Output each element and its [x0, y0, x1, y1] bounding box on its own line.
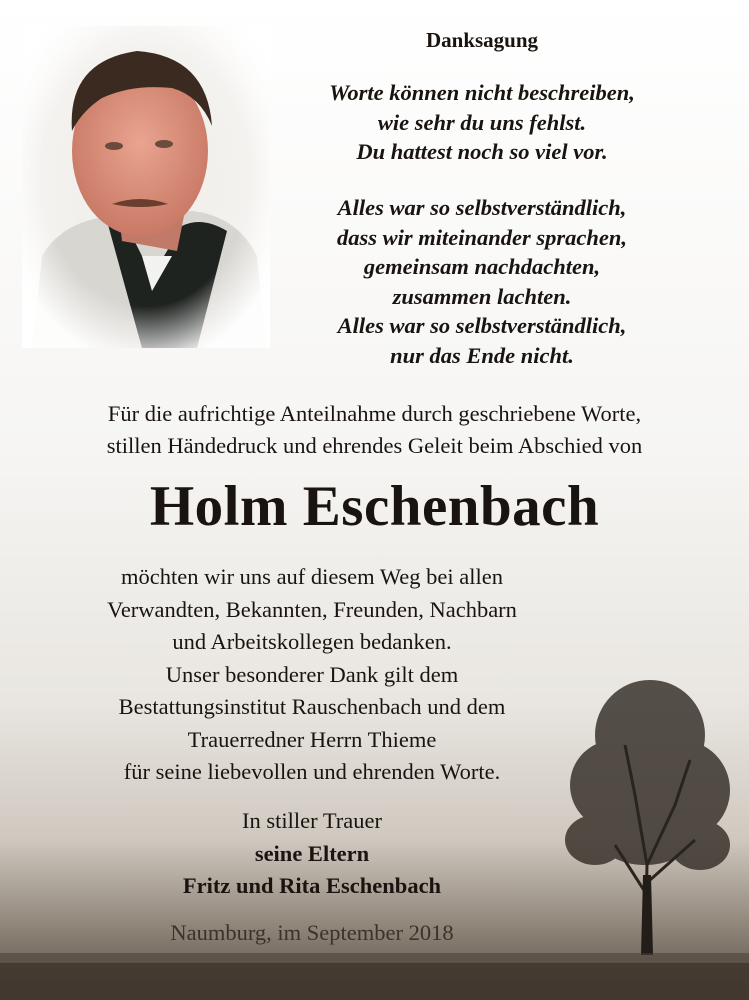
- intro-line: Für die aufrichtige Anteilnahme durch geschriebene Worte,: [107, 401, 642, 426]
- body-line: Unser besonderer Dank gilt dem: [165, 661, 459, 687]
- poem-line: Alles war so selbstverständlich,: [337, 313, 627, 338]
- poem-line: Alles war so selbstverständlich,: [337, 195, 627, 220]
- poem-line: wie sehr du uns fehlst.: [377, 109, 587, 135]
- body-line: Verwandten, Bekannten, Freunden, Nachbarn: [107, 596, 517, 622]
- poem-line: zusammen lachten.: [392, 283, 572, 309]
- body-line: möchten wir uns auf diesem Weg bei allen: [120, 564, 504, 589]
- body-line: für seine liebevollen und ehrenden Worte.: [123, 759, 501, 784]
- intro-line: stillen Händedruck und ehrendes Geleit beim Abschied von: [106, 433, 643, 458]
- signature-block: [0, 805, 624, 903]
- poem-line: nur das Ende nicht.: [390, 342, 574, 368]
- signature-names: Fritz und Rita Eschenbach: [182, 873, 442, 898]
- body-text: [0, 561, 624, 789]
- body-line: und Arbeitskollegen bedanken.: [172, 629, 452, 654]
- deceased-name: Holm Eschenbach: [149, 475, 600, 538]
- place-date: Naumburg, im September 2018: [170, 920, 454, 945]
- portrait-photo: [22, 26, 270, 348]
- landscape-ground: [0, 945, 749, 1000]
- signature-relation: seine Eltern: [254, 840, 370, 866]
- heading-title: Danksagung: [425, 28, 539, 52]
- poem-line: gemeinsam nachdachten,: [363, 254, 601, 279]
- intro-text: [0, 398, 749, 462]
- poem-line: dass wir miteinander sprachen,: [336, 224, 628, 250]
- signature-line: In stiller Trauer: [242, 808, 382, 833]
- poem-stanza-1: [272, 78, 692, 167]
- poem-line: Du hattest noch so viel vor.: [356, 139, 608, 164]
- poem-line: Worte können nicht beschreiben,: [329, 80, 635, 105]
- body-line: Trauerredner Herrn Thieme: [187, 726, 437, 752]
- body-line: Bestattungsinstitut Rauschenbach und dem: [118, 694, 506, 719]
- poem-stanza-2: [272, 193, 692, 370]
